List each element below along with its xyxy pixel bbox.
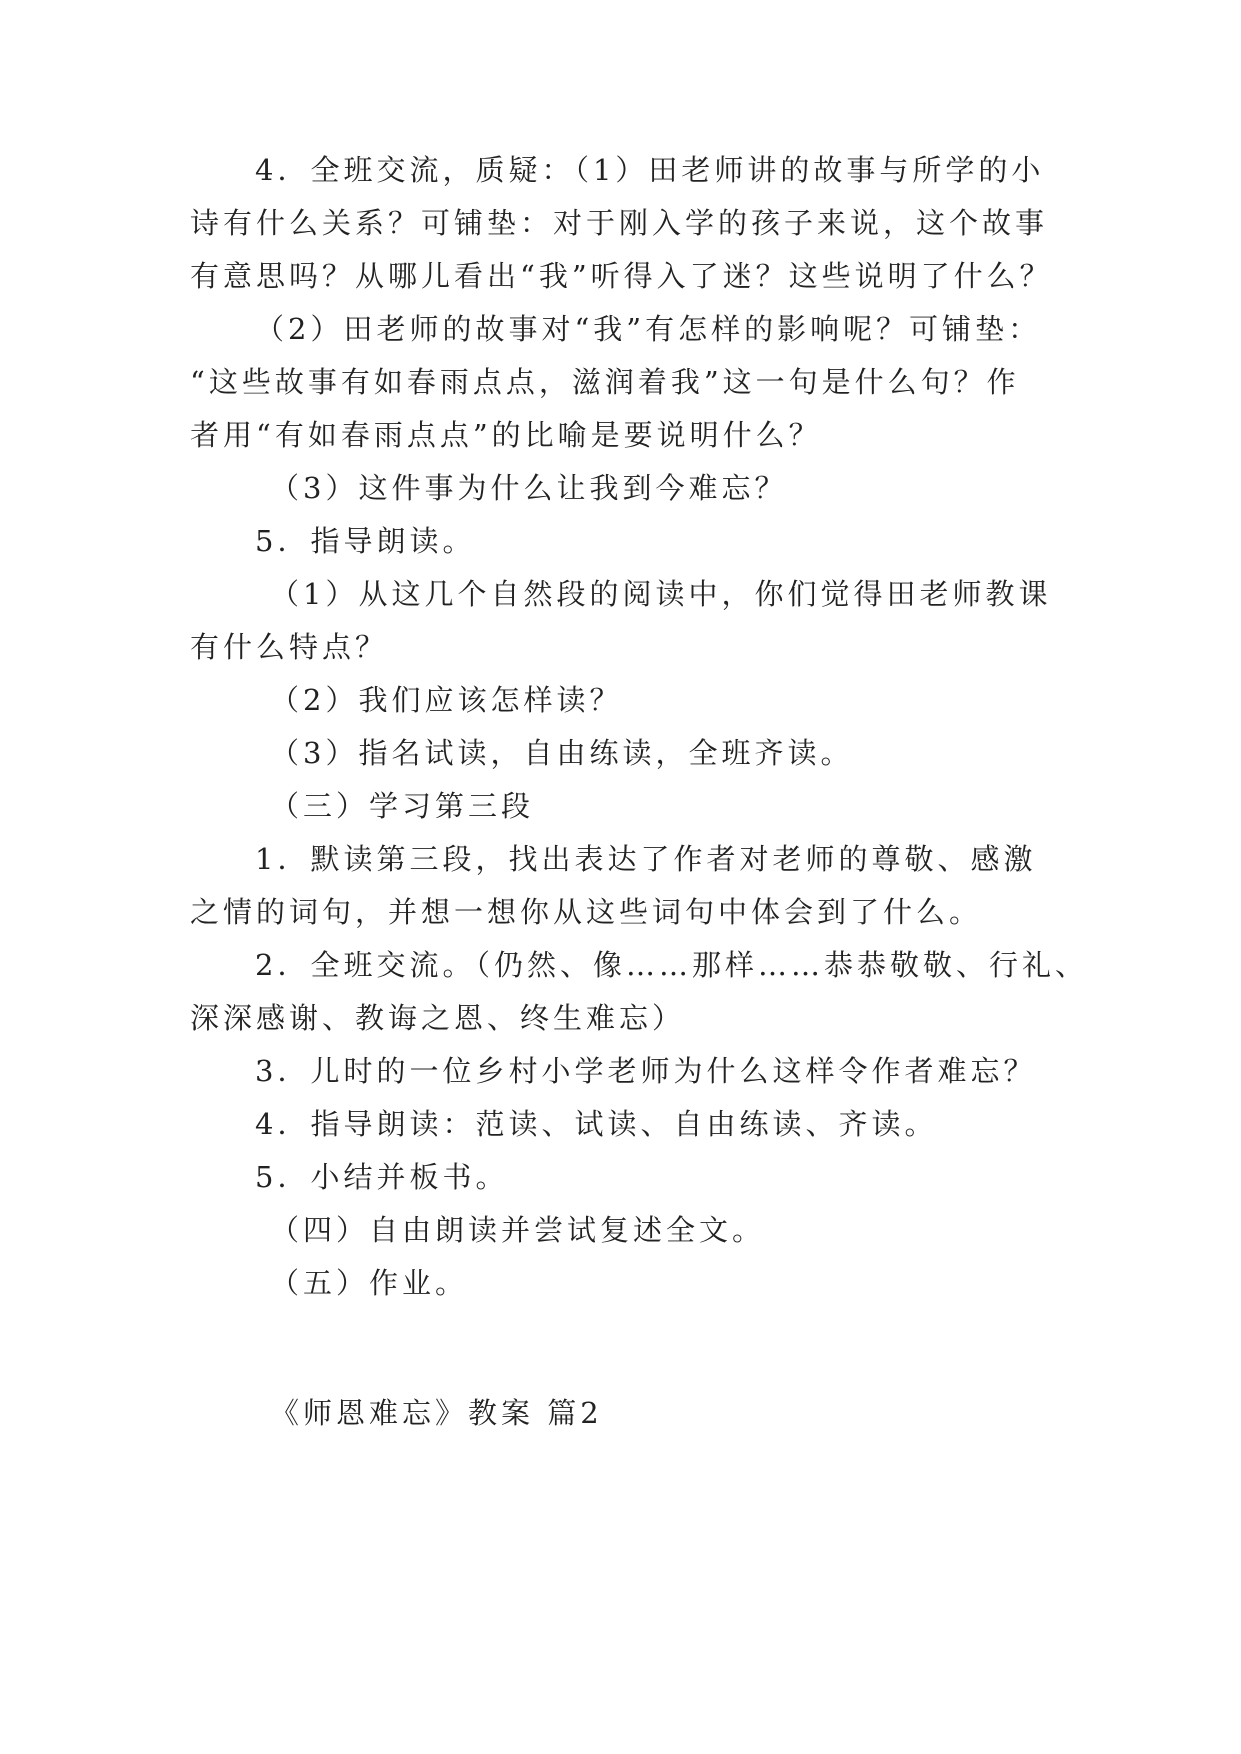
paragraph-line: （3）指名试读，自由练读，全班齐读。 [270,736,854,770]
paragraph-line: 4．全班交流，质疑：（1）田老师讲的故事与所学的小 [255,153,1045,187]
paragraph-line: 1．默读第三段，找出表达了作者对老师的尊敬、感激 [255,842,1037,876]
paragraph-line: “这些故事有如春雨点点，滋润着我”这一句是什么句？作 [190,365,1020,399]
paragraph-line: 有什么特点？ [190,630,389,664]
document-title: 《师恩难忘》教案 篇2 [270,1396,603,1430]
paragraph-line: 4．指导朗读：范读、试读、自由练读、齐读。 [255,1107,938,1141]
paragraph-line: （3）这件事为什么让我到今难忘？ [270,471,788,505]
section-heading: （三）学习第三段 [270,789,535,823]
paragraph-line: （1）从这几个自然段的阅读中，你们觉得田老师教课 [270,577,1052,611]
section-heading: （五）作业。 [270,1266,469,1300]
paragraph-line: 诗有什么关系？可铺垫：对于刚入学的孩子来说，这个故事 [190,206,1049,240]
paragraph-line: 有意思吗？从哪儿看出“我”听得入了迷？这些说明了什么？ [190,259,1053,293]
paragraph-line: （2）田老师的故事对“我”有怎样的影响呢？可铺垫： [255,312,1042,346]
paragraph-line: （2）我们应该怎样读？ [270,683,623,717]
paragraph-line: 2．全班交流。（仍然、像……那样……恭恭敬敬、行礼、 [255,948,1088,982]
paragraph-line: 深深感谢、教诲之恩、终生难忘） [190,1001,686,1035]
paragraph-line: 5．指导朗读。 [255,524,476,558]
paragraph-line: 者用“有如春雨点点”的比喻是要说明什么？ [190,418,822,452]
paragraph-line: 3．儿时的一位乡村小学老师为什么这样令作者难忘？ [255,1054,1037,1088]
section-heading: （四）自由朗读并尝试复述全文。 [270,1213,766,1247]
paragraph-line: 5．小结并板书。 [255,1160,509,1194]
paragraph-line: 之情的词句，并想一想你从这些词句中体会到了什么。 [190,895,983,929]
